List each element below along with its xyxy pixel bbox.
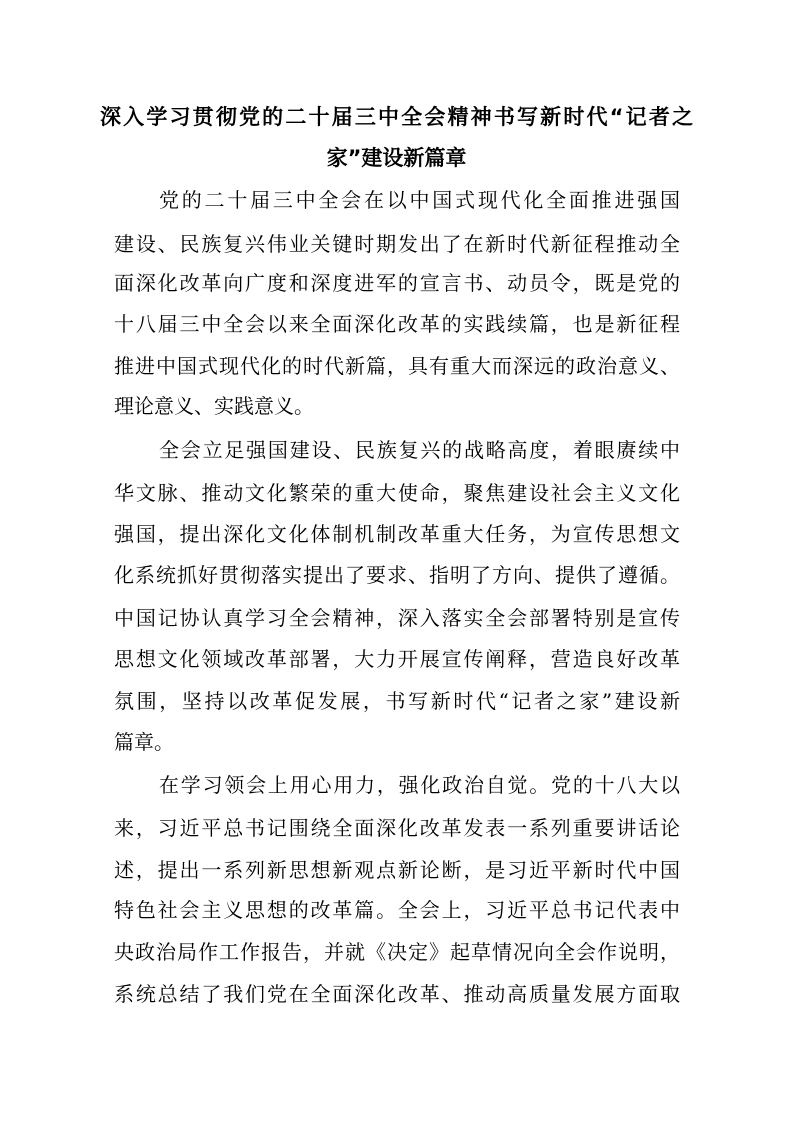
paragraph-2-line-6: 思想文化领域改革部署，大力开展宣传阐释，营造良好改革	[114, 647, 680, 671]
paragraph-1-line-2: 建设、民族复兴伟业关键时期发出了在新时代新征程推动全	[114, 232, 680, 256]
paragraph-3-line-2: 来，习近平总书记围绕全面深化改革发表一系列重要讲话论	[114, 816, 680, 840]
paragraph-2-line-7: 氛围，坚持以改革促发展，书写新时代“记者之家”建设新	[114, 689, 680, 713]
paragraph-2-line-8: 篇章。	[114, 730, 174, 754]
paragraph-2-line-3: 强国，提出深化文化体制机制改革重大任务，为宣传思想文	[114, 522, 680, 546]
document-title-line-2: 家”建设新篇章	[326, 146, 467, 170]
paragraph-2-line-5: 中国记协认真学习全会精神，深入落实全会部署特别是宣传	[114, 606, 680, 630]
paragraph-3-line-5: 央政治局作工作报告，并就《决定》起草情况向全会作说明，	[114, 940, 680, 964]
paragraph-3-line-3: 述，提出一系列新思想新观点新论断，是习近平新时代中国	[114, 858, 680, 882]
paragraph-1-line-1: 党的二十届三中全会在以中国式现代化全面推进强国	[159, 188, 680, 212]
paragraph-3-line-1: 在学习领会上用心用力，强化政治自觉。党的十八大以	[159, 773, 680, 797]
paragraph-2-line-2: 华文脉、推动文化繁荣的重大使命，聚焦建设社会主义文化	[114, 481, 680, 505]
paragraph-1-line-5: 推进中国式现代化的时代新篇，具有重大而深远的政治意义、	[114, 354, 680, 378]
paragraph-2-line-1: 全会立足强国建设、民族复兴的战略高度，着眼赓续中	[159, 438, 680, 462]
paragraph-3-line-4: 特色社会主义思想的改革篇。全会上，习近平总书记代表中	[114, 898, 680, 922]
paragraph-1-line-6: 理论意义、实践意义。	[114, 394, 314, 418]
document-title-line-1: 深入学习贯彻党的二十届三中全会精神书写新时代“记者之	[100, 105, 693, 129]
paragraph-1-line-4: 十八届三中全会以来全面深化改革的实践续篇，也是新征程	[114, 312, 680, 336]
paragraph-3-line-6: 系统总结了我们党在全面深化改革、推动高质量发展方面取	[114, 982, 680, 1006]
paragraph-2-line-4: 化系统抓好贯彻落实提出了要求、指明了方向、提供了遵循。	[114, 563, 680, 587]
paragraph-1-line-3: 面深化改革向广度和深度进军的宣言书、动员令，既是党的	[114, 271, 680, 295]
